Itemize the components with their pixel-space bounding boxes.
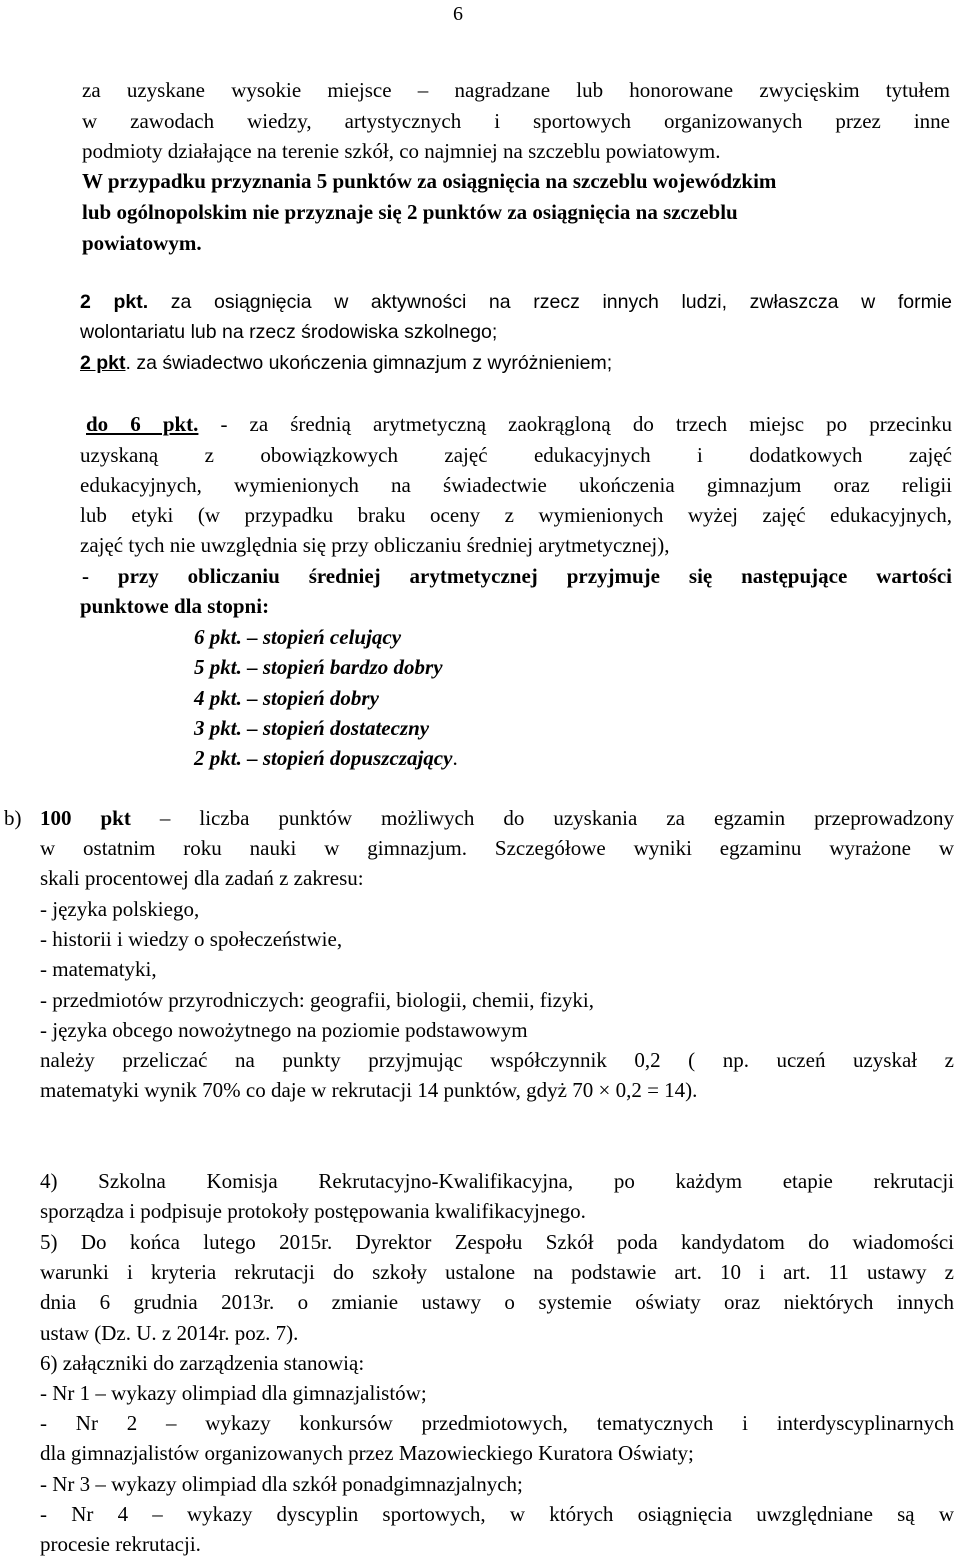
intro-bold-3: powiatowym. [82,231,202,255]
intro-line-3: podmioty działające na terenie szkół, co najmniej na szczeblu powiatowym. [82,139,721,163]
grade-3-points: 3 pkt. [194,716,242,740]
intro-line-2: w zawodach wiedzy, artystycznych i sportowych organizowanych przez inne [82,109,950,133]
page-number: 6 [453,3,463,25]
section-b-points: 100 pkt [40,806,131,830]
section-b-marker: b) [4,806,22,830]
average-rule-1: - przy obliczaniu średniej arytmetycznej przyjmuje się następujące wartości [82,564,952,588]
point-5-line-3: dnia 6 grudnia 2013r. o zmianie ustawy o systemie oświaty oraz niektórych innych [40,1290,954,1314]
section-b-line-1: 100 pkt – liczba punktów możliwych do uzyskania za egzamin przeprowadzony [40,806,955,830]
grade-4-points: 4 pkt. [194,686,242,710]
grade-3-name: stopień dostateczny [257,716,430,740]
grade-4: 4 pkt. – stopień dobry [194,686,379,710]
volunteer-line-2: wolontariatu lub na rzecz środowiska szkolnego; [80,321,498,343]
grade-2-name: stopień dopuszczający [257,746,453,770]
point-4-line-2: sporządza i podpisuje protokoły postępowania kwalifikacyjnego. [40,1199,586,1223]
section-b-line-3: skali procentowej dla zadań z zakresu: [40,866,364,890]
attachment-3: - Nr 3 – wykazy olimpiad dla szkół ponadgimnazjalnych; [40,1472,523,1496]
section-b-text: liczba punktów możliwych do uzyskania za egzamin przeprowadzony [170,806,955,830]
section-b-line-2: w ostatnim roku nauki w gimnazjum. Szczegółowe wyniki egzaminu wyrażone w [40,836,954,860]
point-4-line-1: 4) Szkolna Komisja Rekrutacyjno-Kwalifikacyjna, po każdym etapie rekrutacji [40,1169,954,1193]
grade-2-points: 2 pkt. [194,746,242,770]
attachment-4-line-1: - Nr 4 – wykazy dyscyplin sportowych, w których osiągnięcia uwzględniane są w [40,1502,954,1526]
grade-6: 6 pkt. – stopień celujący [194,625,402,649]
average-line-4: lub etyki (w przypadku braku oceny z wymienionych wyżej zajęć edukacyjnych, [80,503,952,527]
average-points: do 6 pkt. [86,412,199,436]
grade-6-name: stopień celujący [257,625,402,649]
section-b-item-2: - historii i wiedzy o społeczeństwie, [40,927,343,951]
average-line-1 [86,414,952,435]
point-5-line-4: ustaw (Dz. U. z 2014r. poz. 7). [40,1321,299,1345]
intro-line-1: za uzyskane wysokie miejsce – nagradzane lub honorowane zwycięskim tytułem [82,78,950,102]
grade-2: 2 pkt. – stopień dopuszczający. [194,746,458,770]
grade-6-points: 6 pkt. [194,625,242,649]
section-b-line-5: matematyki wynik 70% co daje w rekrutacji 14 punktów, gdyż 70 × 0,2 = 14). [40,1078,698,1102]
honours-line [80,354,612,374]
section-b-item-3: - matematyki, [40,957,157,981]
point-6-line-1: 6) załączniki do zarządzenia stanowią: [40,1351,365,1375]
grade-5-name: stopień bardzo dobry [257,655,443,679]
grade-4-name: stopień dobry [257,686,379,710]
attachment-2-line-1: - Nr 2 – wykazy konkursów przedmiotowych, tematycznych i interdyscyplinarnych [40,1411,954,1435]
intro-bold-1: W przypadku przyznania 5 punktów za osiągnięcia na szczeblu wojewódzkim [82,169,777,193]
attachment-1: - Nr 1 – wykazy olimpiad dla gimnazjalistów; [40,1381,427,1405]
grade-5: 5 pkt. – stopień bardzo dobry [194,655,443,679]
volunteer-line-1 [80,293,952,313]
volunteer-points: 2 pkt. [80,291,149,313]
section-b-item-1: - języka polskiego, [40,897,200,921]
volunteer-text: za osiągnięcia w aktywności na rzecz innych ludzi, zwłaszcza w formie [148,291,952,313]
intro-bold-2: lub ogólnopolskim nie przyznaje się 2 punktów za osiągnięcia na szczeblu [82,200,738,224]
section-b-item-4: - przedmiotów przyrodniczych: geografii, biologii, chemii, fizyki, [40,988,594,1012]
average-line-2: uzyskaną z obowiązkowych zajęć edukacyjnych i dodatkowych zajęć [80,443,952,467]
grade-3: 3 pkt. – stopień dostateczny [194,716,430,740]
section-b-line-4: należy przeliczać na punkty przyjmując współczynnik 0,2 ( np. uczeń uzyskał z [40,1048,954,1072]
point-5-line-2: warunki i kryteria rekrutacji do szkoły ustalone na podstawie art. 10 i art. 11 ustawy z [40,1260,954,1284]
honours-points: 2 pkt [80,352,126,374]
honours-text: . za świadectwo ukończenia gimnazjum z wyróżnieniem; [125,352,613,374]
average-text: - za średnią arytmetyczną zaokrągloną do trzech miejsc po przecinku [198,412,952,436]
point-5-line-1: 5) Do końca lutego 2015r. Dyrektor Zespołu Szkół poda kandydatom do wiadomości [40,1230,954,1254]
attachment-2-line-2: dla gimnazjalistów organizowanych przez Mazowieckiego Kuratora Oświaty; [40,1441,694,1465]
average-line-5: zajęć tych nie uwzględnia się przy obliczaniu średniej arytmetycznej), [80,533,670,557]
average-line-3: edukacyjnych, wymienionych na świadectwie ukończenia gimnazjum oraz religii [80,473,952,497]
section-b-item-5: - języka obcego nowożytnego na poziomie podstawowym [40,1018,528,1042]
grade-5-points: 5 pkt. [194,655,242,679]
average-rule-2: punktowe dla stopni: [80,594,270,618]
attachment-4-line-2: procesie rekrutacji. [40,1532,201,1556]
